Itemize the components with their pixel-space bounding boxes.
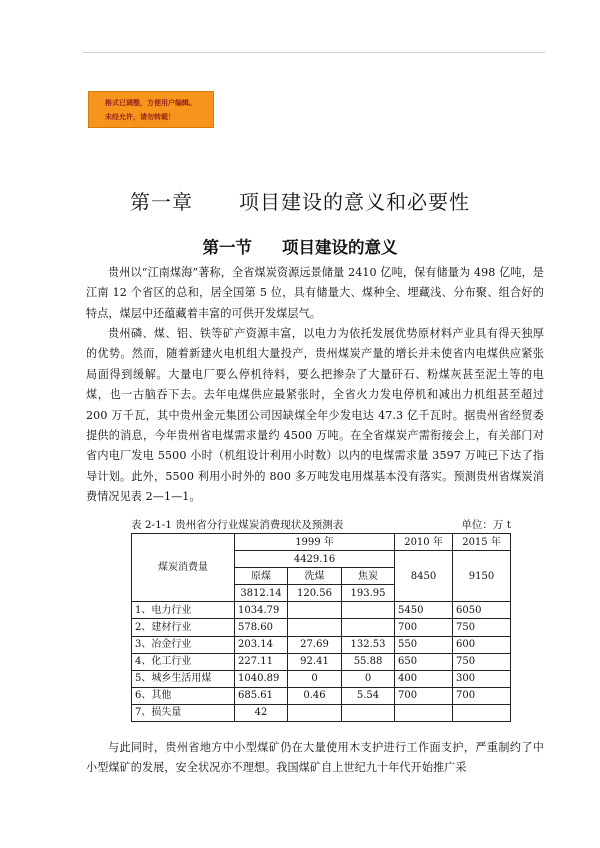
row-washed (288, 602, 342, 619)
table-row (132, 687, 511, 704)
row-raw: 42 (235, 704, 288, 721)
table-row (132, 619, 511, 636)
row-name: 1、电力行业 (132, 602, 235, 619)
row-raw: 203.14 (235, 636, 288, 653)
year-2010-header: 2010 年 (395, 534, 453, 551)
row-2015: 600 (453, 636, 511, 653)
table-row (132, 704, 511, 721)
row-2010 (395, 704, 453, 721)
row-raw: 227.11 (235, 653, 288, 670)
row-coke (342, 704, 395, 721)
row-name: 4、化工行业 (132, 653, 235, 670)
table-caption-title: 表 2-1-1 贵州省分行业煤炭消费现状及预测表 (131, 519, 344, 531)
sub-val-raw: 3812.14 (235, 585, 288, 602)
row-coke: 55.88 (342, 653, 395, 670)
sub-col-coke: 焦炭 (342, 568, 395, 585)
row-2010: 700 (395, 687, 453, 704)
year-2015-header: 2015 年 (453, 534, 511, 551)
row-name: 7、损失量 (132, 704, 235, 721)
row-name: 5、城乡生活用煤 (132, 670, 235, 687)
row-2015: 300 (453, 670, 511, 687)
row-name: 3、冶金行业 (132, 636, 235, 653)
row-2015 (453, 704, 511, 721)
row-2010: 650 (395, 653, 453, 670)
table-row (132, 670, 511, 687)
sub-col-washed: 洗煤 (288, 568, 342, 585)
row-raw: 1040.89 (235, 670, 288, 687)
row-washed: 0 (288, 670, 342, 687)
row-coke (342, 602, 395, 619)
table-unit: 单位：万 t (461, 519, 511, 531)
coal-consumption-table (131, 533, 511, 722)
row-raw: 685.61 (235, 687, 288, 704)
row-2015: 700 (453, 687, 511, 704)
watermark-line-2: 未经允许，请勿转载！ (105, 113, 175, 121)
row-washed: 27.69 (288, 636, 342, 653)
row-2010: 700 (395, 619, 453, 636)
row-name: 2、建材行业 (132, 619, 235, 636)
total-1999: 4429.16 (235, 551, 395, 568)
row-coke: 132.53 (342, 636, 395, 653)
table-row (132, 653, 511, 670)
paragraph-3: 与此同时，贵州省地方中小型煤矿仍在大量使用木支护进行工作面支护，严重制约了中小型煤矿的发展，安全状况亦不理想。我国煤矿自上世纪九十年代开始推广采 (86, 741, 544, 775)
table-header-row-1 (132, 534, 511, 551)
row-2015: 750 (453, 619, 511, 636)
table-row (132, 636, 511, 653)
row-coke: 5.54 (342, 687, 395, 704)
paragraph-1: 贵州以“江南煤海”著称，全省煤炭资源远景储量 2410 亿吨，保有储量为 498 亿吨，是江南 12 个省区的总和，居全国第 5 位，具有储量大、煤种全、埋藏浅、分布聚、组合好的特点，煤层中还蕴藏着丰富的可供开发煤层气。 (86, 266, 544, 320)
sub-val-washed: 120.56 (288, 585, 342, 602)
header-rule (83, 52, 545, 53)
row-2010: 400 (395, 670, 453, 687)
chapter-name: 项目建设的意义和必要性 (239, 190, 470, 214)
table-row (132, 602, 511, 619)
row-2010: 550 (395, 636, 453, 653)
section-title (0, 234, 600, 258)
row-label-header: 煤炭消费量 (132, 534, 235, 602)
row-2015: 6050 (453, 602, 511, 619)
row-2010: 5450 (395, 602, 453, 619)
chapter-title (0, 186, 600, 215)
value-2015: 9150 (453, 551, 511, 602)
year-1999-header: 1999 年 (235, 534, 395, 551)
table-caption (131, 517, 511, 532)
section-name: 项目建设的意义 (282, 238, 398, 257)
watermark-line-1: 格式已调整，方便用户编辑。 (105, 99, 196, 107)
row-washed (288, 704, 342, 721)
row-raw: 1034.79 (235, 602, 288, 619)
chapter-number: 第一章 (130, 190, 193, 214)
sub-val-coke: 193.95 (342, 585, 395, 602)
watermark-notice (88, 91, 214, 128)
row-coke (342, 619, 395, 636)
section-number: 第一节 (202, 238, 252, 257)
row-washed: 92.41 (288, 653, 342, 670)
sub-col-raw: 原煤 (235, 568, 288, 585)
row-coke: 0 (342, 670, 395, 687)
paragraph-2: 贵州磷、煤、铝、铁等矿产资源丰富，以电力为依托发展优势原材料产业具有得天独厚的优势。然而，随着新建火电机组大量投产，贵州煤炭产量的增长并未使省内电煤供应紧张局面得到缓解。大量电厂要么停机待料，要么把掺杂了大量矸石、粉煤灰甚至泥土等的电煤，也一古脑吞下去。去年电煤供应最紧张时，全省火力发电停机和减出力机组甚至超过 200 万千瓦，其中贵州金元集团公司因缺煤全年少发电达 47.3 亿千瓦时。据贵州省经贸委提供的消息，今年贵州省电煤需求量约 4500 万吨。在全省煤炭产需衔接会上，有关部门对省内电厂发电 5500 小时（机组设计利用小时数）以内的电煤需求量 3597 万吨已下达了指导计划。此外，5500 利用小时外的 800 多万吨发电用煤基本没有落实。预测贵州省煤炭消费情况见表 2—1—1。 (86, 327, 544, 504)
row-2015: 750 (453, 653, 511, 670)
value-2010: 8450 (395, 551, 453, 602)
row-raw: 578.60 (235, 619, 288, 636)
row-washed (288, 619, 342, 636)
row-washed: 0.46 (288, 687, 342, 704)
row-name: 6、其他 (132, 687, 235, 704)
